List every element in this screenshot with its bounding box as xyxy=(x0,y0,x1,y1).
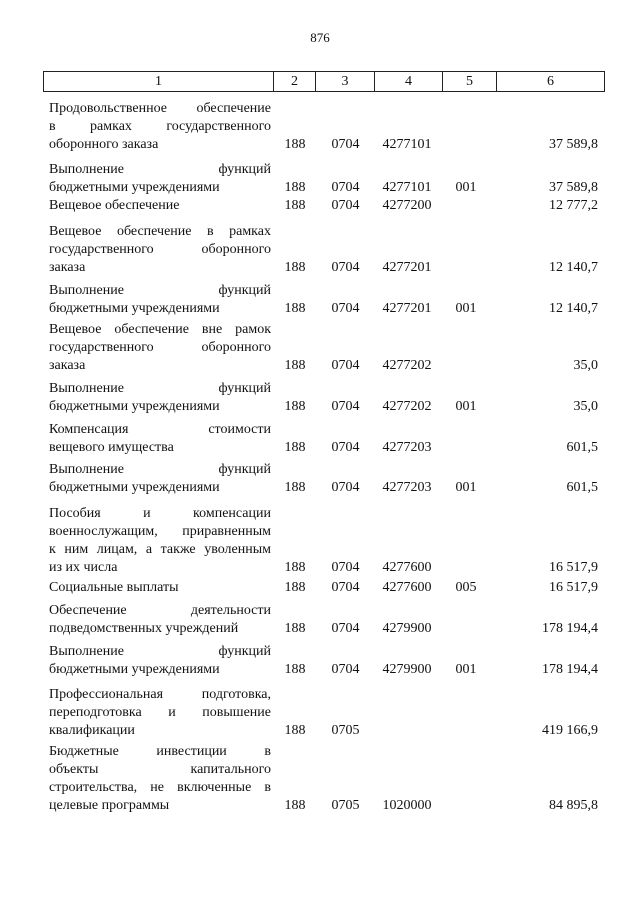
cell-c3: 0704 xyxy=(331,399,360,414)
cell-c4: 4277203 xyxy=(382,480,432,495)
cell-c2: 188 xyxy=(284,798,306,813)
cell-c3: 0704 xyxy=(331,440,360,455)
cell-c2: 188 xyxy=(284,662,306,677)
header-col-4: 4 xyxy=(374,72,442,91)
table-row xyxy=(43,686,605,740)
cell-c2: 188 xyxy=(284,621,306,636)
description-line: в рамках государственного xyxy=(49,119,271,134)
cell-c3: 0704 xyxy=(331,662,360,677)
description-line: оборонного заказа xyxy=(49,137,159,152)
description-line: к ним лицам, а также уволенным xyxy=(49,542,271,557)
cell-c3: 0704 xyxy=(331,560,360,575)
row-description xyxy=(49,421,271,457)
row-description xyxy=(49,461,271,497)
row-description xyxy=(49,579,271,597)
description-line: Бюджетные инвестиции в xyxy=(49,744,271,759)
description-line: строительства, не включенные в xyxy=(49,780,271,795)
description-line: Вещевое обеспечение в рамках xyxy=(49,224,271,239)
description-line: подведомственных учреждений xyxy=(49,621,239,636)
cell-c6: 419 166,9 xyxy=(542,723,598,738)
cell-c3: 0704 xyxy=(331,480,360,495)
row-description xyxy=(49,100,271,154)
description-line: заказа xyxy=(49,260,86,275)
description-line: Выполнение функций xyxy=(49,162,271,177)
cell-c3: 0704 xyxy=(331,198,360,213)
description-line: заказа xyxy=(49,358,86,373)
row-description xyxy=(49,602,271,638)
description-line: Компенсация стоимости xyxy=(49,422,271,437)
cell-c3: 0704 xyxy=(331,180,360,195)
row-description xyxy=(49,197,271,215)
description-line: бюджетными учреждениями xyxy=(49,480,220,495)
cell-c4: 4279900 xyxy=(382,621,432,636)
cell-c4: 4277201 xyxy=(382,260,432,275)
description-line: Выполнение функций xyxy=(49,283,271,298)
row-description xyxy=(49,743,271,815)
header-col-6: 6 xyxy=(496,72,604,91)
cell-c2: 188 xyxy=(284,180,306,195)
cell-c6: 12 140,7 xyxy=(549,301,598,316)
cell-c4: 4277200 xyxy=(382,198,432,213)
cell-c2: 188 xyxy=(284,198,306,213)
description-line: Продовольственное обеспечение xyxy=(49,101,271,116)
cell-c3: 0704 xyxy=(331,260,360,275)
table-row xyxy=(43,100,605,154)
table-row xyxy=(43,282,605,318)
table-row xyxy=(43,197,605,215)
description-line: военнослужащим, приравненным xyxy=(49,524,271,539)
header-col-5: 5 xyxy=(442,72,496,91)
row-description xyxy=(49,380,271,416)
description-line: вещевого имущества xyxy=(49,440,174,455)
cell-c6: 12 140,7 xyxy=(549,260,598,275)
row-description xyxy=(49,505,271,577)
cell-c3: 0704 xyxy=(331,358,360,373)
cell-c2: 188 xyxy=(284,260,306,275)
cell-c2: 188 xyxy=(284,560,306,575)
cell-c6: 35,0 xyxy=(573,399,598,414)
table-row xyxy=(43,461,605,497)
cell-c5: 001 xyxy=(455,301,477,316)
description-line: Выполнение функций xyxy=(49,644,271,659)
cell-c6: 37 589,8 xyxy=(549,180,598,195)
cell-c3: 0704 xyxy=(331,137,360,152)
table-row xyxy=(43,421,605,457)
cell-c4: 4277101 xyxy=(382,137,432,152)
cell-c2: 188 xyxy=(284,137,306,152)
description-line: объекты капитального xyxy=(49,762,271,777)
cell-c4: 4277600 xyxy=(382,560,432,575)
cell-c2: 188 xyxy=(284,580,306,595)
description-line: Выполнение функций xyxy=(49,381,271,396)
table-row xyxy=(43,161,605,197)
cell-c6: 178 194,4 xyxy=(542,662,598,677)
description-line: Вещевое обеспечение xyxy=(49,198,180,213)
cell-c6: 601,5 xyxy=(566,440,598,455)
table-row xyxy=(43,380,605,416)
cell-c4: 4277600 xyxy=(382,580,432,595)
cell-c5: 005 xyxy=(455,580,477,595)
row-description xyxy=(49,161,271,197)
description-line: Профессиональная подготовка, xyxy=(49,687,271,702)
row-description xyxy=(49,321,271,375)
description-line: квалификации xyxy=(49,723,135,738)
cell-c3: 0704 xyxy=(331,621,360,636)
description-line: Обеспечение деятельности xyxy=(49,603,271,618)
table-header xyxy=(43,71,605,92)
description-line: государственного оборонного xyxy=(49,242,271,257)
description-line: Вещевое обеспечение вне рамок xyxy=(49,322,271,337)
row-description xyxy=(49,643,271,679)
cell-c6: 37 589,8 xyxy=(549,137,598,152)
table-row xyxy=(43,643,605,679)
cell-c3: 0704 xyxy=(331,580,360,595)
description-line: Пособия и компенсации xyxy=(49,506,271,521)
table-row xyxy=(43,579,605,597)
cell-c6: 84 895,8 xyxy=(549,798,598,813)
cell-c3: 0705 xyxy=(331,723,360,738)
cell-c6: 178 194,4 xyxy=(542,621,598,636)
cell-c6: 16 517,9 xyxy=(549,580,598,595)
cell-c6: 16 517,9 xyxy=(549,560,598,575)
page-number: 876 xyxy=(310,30,330,45)
cell-c3: 0704 xyxy=(331,301,360,316)
cell-c5: 001 xyxy=(455,399,477,414)
cell-c4: 1020000 xyxy=(382,798,432,813)
cell-c2: 188 xyxy=(284,301,306,316)
table-row xyxy=(43,602,605,638)
table-row xyxy=(43,505,605,577)
description-line: бюджетными учреждениями xyxy=(49,301,220,316)
table-row xyxy=(43,743,605,815)
cell-c5: 001 xyxy=(455,480,477,495)
cell-c4: 4279900 xyxy=(382,662,432,677)
cell-c4: 4277201 xyxy=(382,301,432,316)
cell-c2: 188 xyxy=(284,358,306,373)
description-line: Социальные выплаты xyxy=(49,580,179,595)
description-line: целевые программы xyxy=(49,798,170,813)
cell-c4: 4277202 xyxy=(382,399,432,414)
row-description xyxy=(49,223,271,277)
cell-c4: 4277203 xyxy=(382,440,432,455)
description-line: бюджетными учреждениями xyxy=(49,399,220,414)
description-line: бюджетными учреждениями xyxy=(49,662,220,677)
description-line: Выполнение функций xyxy=(49,462,271,477)
cell-c6: 601,5 xyxy=(566,480,598,495)
header-col-1: 1 xyxy=(155,74,162,89)
header-col-3: 3 xyxy=(315,72,374,91)
description-line: бюджетными учреждениями xyxy=(49,180,220,195)
cell-c2: 188 xyxy=(284,440,306,455)
description-line: государственного оборонного xyxy=(49,340,271,355)
cell-c2: 188 xyxy=(284,723,306,738)
cell-c6: 35,0 xyxy=(573,358,598,373)
cell-c2: 188 xyxy=(284,399,306,414)
description-line: из их числа xyxy=(49,560,118,575)
description-line: переподготовка и повышение xyxy=(49,705,271,720)
cell-c5: 001 xyxy=(455,662,477,677)
cell-c2: 188 xyxy=(284,480,306,495)
cell-c6: 12 777,2 xyxy=(549,198,598,213)
row-description xyxy=(49,282,271,318)
cell-c3: 0705 xyxy=(331,798,360,813)
cell-c5: 001 xyxy=(455,180,477,195)
header-col-2: 2 xyxy=(273,72,315,91)
row-description xyxy=(49,686,271,740)
table-row xyxy=(43,223,605,277)
cell-c4: 4277101 xyxy=(382,180,432,195)
cell-c4: 4277202 xyxy=(382,358,432,373)
table-row xyxy=(43,321,605,375)
